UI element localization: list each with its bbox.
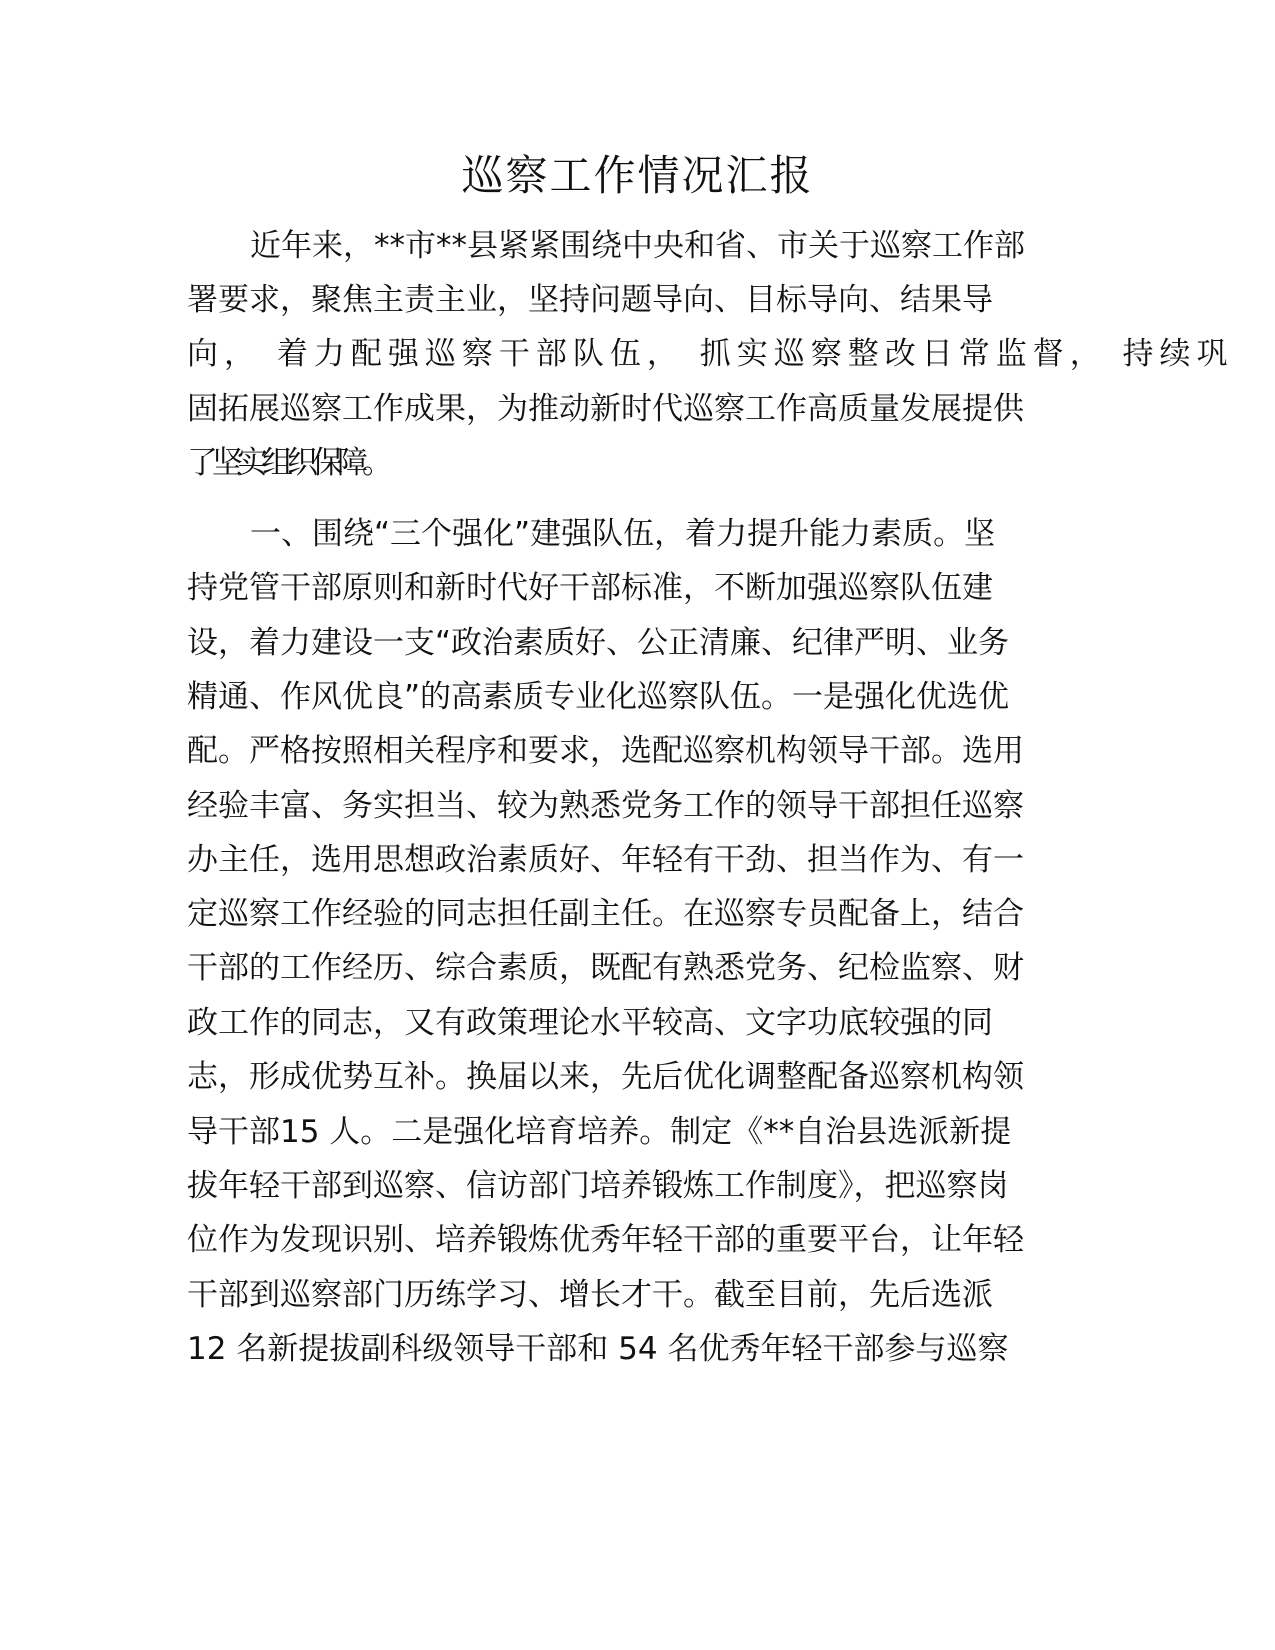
paragraph-line: 政工作的同志，又有政策理论水平较高、文字功底较强的同	[187, 1005, 993, 1041]
paragraph-line: 导干部15 人。二是强化培育培养。制定《**自治县选派新提	[187, 1114, 1012, 1150]
paragraph-line: 向， 着力配强巡察干部队伍， 抓实巡察整改日常监督， 持续巩	[187, 336, 1234, 372]
document-title: 巡察工作情况汇报	[461, 151, 814, 200]
paragraph-line: 署要求，聚焦主责主业，坚持问题导向、目标导向、结果导	[187, 282, 993, 318]
paragraph-line: 经验丰富、务实担当、较为熟悉党务工作的领导干部担任巡察	[187, 788, 1024, 824]
paragraph-line: 干部到巡察部门历练学习、增长才干。截至目前，先后选派	[187, 1277, 993, 1313]
paragraph-line: 一、围绕“三个强化”建强队伍，着力提升能力素质。坚	[250, 516, 996, 552]
paragraph-line: 位作为发现识别、培养锻炼优秀年轻干部的重要平台，让年轻	[187, 1222, 1024, 1258]
paragraph-line: 固拓展巡察工作成果，为推动新时代巡察工作高质量发展提供	[187, 391, 1024, 427]
paragraph-line: 干部的工作经历、综合素质，既配有熟悉党务、纪检监察、财	[187, 950, 1024, 986]
paragraph-line: 设，着力建设一支“政治素质好、公正清廉、纪律严明、业务	[187, 625, 1010, 661]
paragraph-line: 近年来，**市**县紧紧围绕中央和省、市关于巡察工作部	[250, 228, 1025, 264]
paragraph-line: 了坚实组织保障。	[187, 445, 387, 481]
paragraph-line: 12 名新提拔副科级领导干部和 54 名优秀年轻干部参与巡察	[187, 1331, 1009, 1367]
paragraph-line: 办主任，选用思想政治素质好、年轻有干劲、担当作为、有一	[187, 842, 1024, 878]
paragraph-line: 精通、作风优良”的高素质专业化巡察队伍。一是强化优选优	[187, 679, 1010, 715]
paragraph-line: 志，形成优势互补。换届以来，先后优化调整配备巡察机构领	[187, 1059, 1024, 1095]
paragraph-line: 定巡察工作经验的同志担任副主任。在巡察专员配备上，结合	[187, 896, 1024, 932]
paragraph-line: 拔年轻干部到巡察、信访部门培养锻炼工作制度》，把巡察岗	[187, 1168, 1009, 1204]
paragraph-line: 配。严格按照相关程序和要求，选配巡察机构领导干部。选用	[187, 733, 1024, 769]
paragraph-line: 持党管干部原则和新时代好干部标准，不断加强巡察队伍建	[187, 570, 993, 606]
